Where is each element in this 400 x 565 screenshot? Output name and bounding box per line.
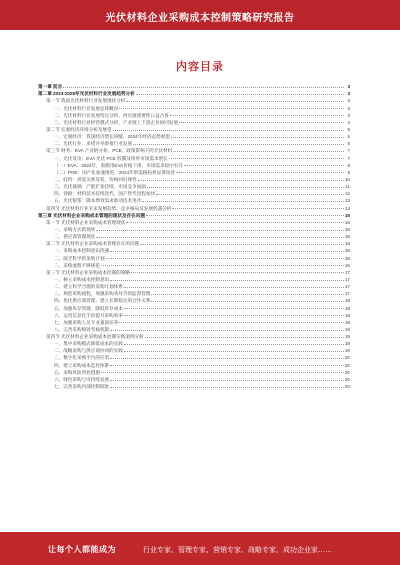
toc-leader-dots [101, 265, 344, 266]
toc-leader-dots [176, 172, 344, 173]
toc-entry-text: 第三节 光伏材料企业采购成本控制的策略 [46, 269, 130, 275]
toc-entry-text: 第二章 2023-2028年光伏材料行业发展趋势分析 [38, 91, 135, 97]
toc-entry[interactable] [38, 111, 350, 118]
toc-leader-dots [173, 151, 344, 152]
toc-entry[interactable] [38, 132, 350, 139]
toc-leader-dots [170, 115, 344, 116]
toc-entry[interactable] [38, 82, 350, 89]
toc-leader-dots [146, 215, 344, 216]
toc-entry-page: 15 [344, 234, 350, 240]
toc-entry-text: 二、缺乏科学的采购计划 [54, 255, 105, 261]
toc-entry-page: 3 [347, 98, 350, 104]
toc-entry-page: 3 [347, 84, 350, 90]
toc-entry[interactable] [38, 275, 350, 282]
toc-entry-page: 19 [344, 341, 350, 347]
toc-leader-dots [110, 358, 344, 359]
toc-leader-dots [96, 230, 344, 231]
toc-entry-text: 三、采购流程不够规范 [54, 262, 100, 268]
toc-entry[interactable] [38, 96, 350, 103]
footer-tagline: 行业专家、管理专家、营销专家、战略专家、成功企业家…… [143, 547, 332, 554]
toc-entry[interactable] [38, 289, 350, 296]
toc-leader-dots [156, 194, 344, 195]
toc-entry-text: 五、加强库存管理，降低库存成本 [54, 305, 123, 311]
toc-entry-page: 18 [344, 298, 350, 304]
toc-entry[interactable] [38, 161, 350, 168]
toc-entry[interactable] [38, 225, 350, 232]
toc-entry[interactable] [38, 139, 350, 146]
toc-entry-page: 15 [344, 219, 350, 225]
toc-leader-dots [113, 130, 344, 131]
toc-entry-text: 一、树立采购成本控制意识 [54, 276, 110, 282]
toc-entry-text: 四、建立采购成本监控体系 [54, 362, 110, 368]
toc-entry-text: 五、光伏银浆：降本增效需求推动技术进步 [54, 198, 142, 204]
toc-entry-text: 一、采购成本控制意识淡薄 [54, 248, 110, 254]
toc-leader-dots [106, 258, 344, 259]
toc-entry-page: 14 [344, 205, 350, 211]
table-of-contents [38, 82, 350, 389]
toc-entry-text: 三、规范采购流程，加强采购各环节的监督管理 [54, 291, 151, 297]
toc-entry-page: 20 [344, 369, 350, 375]
toc-entry[interactable] [38, 153, 350, 160]
toc-entry-page: 10 [344, 176, 350, 182]
toc-entry-text: 第一节 光伏材料企业采购成本管理现状 [46, 219, 126, 225]
toc-entry-page: 18 [344, 312, 350, 318]
toc-entry-text: 第二节 宏观经济环境分析及展望 [46, 126, 112, 132]
toc-entry-page: 17 [344, 284, 350, 290]
toc-entry-page: 7 [347, 155, 350, 161]
toc-leader-dots [184, 165, 344, 166]
report-title: 光伏材料企业采购成本控制策略研究报告 [105, 13, 295, 24]
toc-entry[interactable] [38, 232, 350, 239]
toc-entry-page: 20 [344, 376, 350, 382]
toc-entry[interactable] [38, 268, 350, 275]
toc-leader-dots [101, 372, 344, 373]
toc-entry-page: 20 [344, 384, 350, 390]
toc-entry-text: 二、战略采购与供应商协同的实践 [54, 348, 123, 354]
toc-entry[interactable] [38, 346, 350, 353]
toc-entry[interactable] [38, 368, 350, 375]
toc-entry[interactable] [38, 103, 350, 110]
toc-entry-page: 13 [344, 198, 350, 204]
toc-entry-text: 二、建立科学合理的采购计划体系 [54, 284, 123, 290]
toc-entry-text: 八、完善采购绩效考核机制 [54, 326, 110, 332]
toc-entry-page: 16 [344, 262, 350, 268]
toc-leader-dots [145, 337, 344, 338]
toc-leader-dots [126, 222, 344, 223]
toc-entry-text: 一、光伏发电：EVA 光伏 PCE 胶膜及组件市场需求增长 [54, 155, 168, 161]
toc-leader-dots [171, 137, 344, 138]
toc-entry[interactable] [38, 311, 350, 318]
toc-entry-text: 三、数字化采购平台的应用 [54, 355, 110, 361]
toc-entry[interactable] [38, 239, 350, 246]
toc-entry-text: 三、光伏材料行业经营模式分析，产业链上下游企业协同发展 [54, 119, 179, 125]
toc-entry-page: 3 [347, 112, 350, 118]
toc-entry-page: 15 [344, 226, 350, 232]
toc-entry-page: 19 [344, 319, 350, 325]
toc-entry[interactable] [38, 211, 350, 218]
toc-entry-page: 8 [347, 162, 350, 168]
toc-leader-dots [151, 294, 343, 295]
toc-entry[interactable] [38, 218, 350, 225]
toc-entry-page: 16 [344, 248, 350, 254]
toc-entry[interactable] [38, 332, 350, 339]
toc-entry-page: 17 [344, 269, 350, 275]
toc-leader-dots [96, 237, 344, 238]
toc-entry-text: 一、集中采购模式降低成本的实践 [54, 341, 123, 347]
toc-leader-dots [179, 122, 344, 123]
toc-entry-page: 19 [344, 348, 350, 354]
toc-entry[interactable] [38, 125, 350, 132]
toc-leader-dots [142, 201, 344, 202]
toc-entry-text: 第三章 光伏材料企业采购成本管理的现状及存在问题 [38, 212, 145, 218]
toc-entry-page: 5 [347, 134, 350, 140]
toc-entry-page: 12 [344, 191, 350, 197]
toc-leader-dots [147, 187, 344, 188]
toc-leader-dots [110, 387, 344, 388]
report-header-bar [0, 0, 400, 30]
toc-entry-text: 四、背板：材料技术持续迭代，国产替代进程加快 [54, 191, 156, 197]
toc-leader-dots [124, 351, 344, 352]
toc-leader-dots [172, 208, 344, 209]
toc-leader-dots [133, 144, 344, 145]
toc-leader-dots [169, 158, 344, 159]
toc-entry[interactable] [38, 318, 350, 325]
toc-title: 内容目录 [176, 61, 224, 73]
toc-entry-page: 19 [344, 326, 350, 332]
toc-entry-page: 20 [344, 362, 350, 368]
toc-entry-text: 第四节 光伏材料行业未来发展趋势，竞争格局及发展机遇分析 [46, 205, 172, 211]
toc-entry[interactable] [38, 253, 350, 260]
toc-entry-text: 一、宏观经济：我国经济增长回暖，2024年经济态势展望 [54, 134, 170, 140]
toc-entry[interactable] [38, 118, 350, 125]
toc-entry-text: 六、绿色采购与可持续发展 [54, 376, 110, 382]
toc-leader-dots [110, 380, 344, 381]
toc-entry[interactable] [38, 282, 350, 289]
toc-leader-dots [119, 322, 344, 323]
toc-leader-dots [138, 180, 344, 181]
toc-entry-text: （二）POE：国产化加速推进，2024年供需格局将显著改善 [54, 169, 175, 175]
toc-entry-page: 5 [347, 126, 350, 132]
toc-entry[interactable] [38, 146, 350, 153]
toc-entry[interactable] [38, 203, 350, 210]
toc-entry-text: 四、优化供应商管理，建立长期稳定的合作关系 [54, 298, 151, 304]
toc-entry-page: 17 [344, 291, 350, 297]
toc-entry-text: 一、采购方式的现状 [54, 226, 96, 232]
toc-entry-text: 五、采购风险管控措施 [54, 369, 100, 375]
toc-entry-text: 第四节 光伏材料企业采购成本控制实践案例分析 [46, 334, 144, 340]
toc-entry-text: 二、硅料：供需关系反转，价格回归理性 [54, 176, 137, 182]
toc-entry-page: 19 [344, 334, 350, 340]
toc-entry[interactable] [38, 353, 350, 360]
toc-leader-dots [131, 272, 344, 273]
toc-entry-page: 3 [347, 91, 350, 97]
toc-entry[interactable] [38, 382, 350, 389]
footer-bar [0, 532, 400, 565]
toc-leader-dots [110, 280, 344, 281]
toc-entry[interactable] [38, 303, 350, 310]
toc-entry[interactable] [38, 175, 350, 182]
toc-entry[interactable] [38, 296, 350, 303]
toc-entry-page: 15 [344, 212, 350, 218]
toc-entry-page: 3 [347, 105, 350, 111]
toc-leader-dots [124, 344, 344, 345]
toc-entry-page: 11 [345, 184, 350, 190]
toc-leader-dots [124, 308, 344, 309]
toc-leader-dots [124, 287, 344, 288]
toc-entry-page: 16 [344, 255, 350, 261]
toc-entry[interactable] [38, 182, 350, 189]
toc-leader-dots [119, 108, 344, 109]
toc-entry-page: 17 [344, 276, 350, 282]
toc-entry-text: 第二节 光伏材料企业采购成本管理存在的问题 [46, 241, 140, 247]
toc-entry-text: 三、光伏玻璃：产能扩张持续，市场竞争加剧 [54, 184, 146, 190]
toc-entry[interactable] [38, 261, 350, 268]
toc-leader-dots [136, 94, 344, 95]
toc-entry[interactable] [38, 168, 350, 175]
toc-entry-page: 9 [347, 169, 350, 175]
toc-entry[interactable] [38, 246, 350, 253]
toc-leader-dots [110, 330, 344, 331]
toc-entry-text: 七、加强采购人员专业素质培养 [54, 319, 119, 325]
toc-entry-text: 二、光伏材料行业发展特点分析，供应链重要性日益凸显 [54, 112, 169, 118]
toc-entry-text: 一、光伏材料行业发展总体概况 [54, 105, 119, 111]
toc-entry-text: 第一节 我国光伏材料行业发展现状分析 [46, 98, 126, 104]
toc-entry-page: 20 [344, 355, 350, 361]
toc-leader-dots [63, 87, 344, 88]
toc-entry-text: 七、完善采购内部控制制度 [54, 384, 110, 390]
footer-slogan: 让每个人都能成为 [48, 545, 116, 554]
toc-entry-text: 第一章 前言 [38, 84, 63, 90]
toc-entry-page: 6 [347, 141, 350, 147]
toc-entry-text: 二、供应商管理现状 [54, 234, 96, 240]
toc-entry-text: 六、运用信息化手段提升采购效率 [54, 312, 123, 318]
toc-entry-page: 18 [344, 305, 350, 311]
toc-leader-dots [110, 251, 344, 252]
toc-entry-page: 16 [344, 241, 350, 247]
toc-entry[interactable] [38, 325, 350, 332]
toc-entry-page: 4 [347, 119, 350, 125]
toc-entry[interactable] [38, 189, 350, 196]
toc-leader-dots [124, 315, 344, 316]
toc-entry-text: 第三节 财务：EVA 产业链分析、PCE、政策影响下的光伏材料 [46, 148, 173, 154]
toc-leader-dots [126, 101, 344, 102]
toc-leader-dots [140, 244, 344, 245]
toc-entry[interactable] [38, 360, 350, 367]
toc-entry[interactable] [38, 339, 350, 346]
toc-leader-dots [151, 301, 343, 302]
toc-entry-page: 7 [347, 148, 350, 154]
toc-entry-text: 二、光伏行业：多措并举助推行业发展 [54, 141, 133, 147]
toc-entry[interactable] [38, 89, 350, 96]
toc-entry[interactable] [38, 196, 350, 203]
toc-leader-dots [110, 365, 344, 366]
toc-entry[interactable] [38, 375, 350, 382]
toc-entry-text: （一）EVA：2023年，胶膜用EVA价格下滑，市场需求稳中有升 [54, 162, 183, 168]
